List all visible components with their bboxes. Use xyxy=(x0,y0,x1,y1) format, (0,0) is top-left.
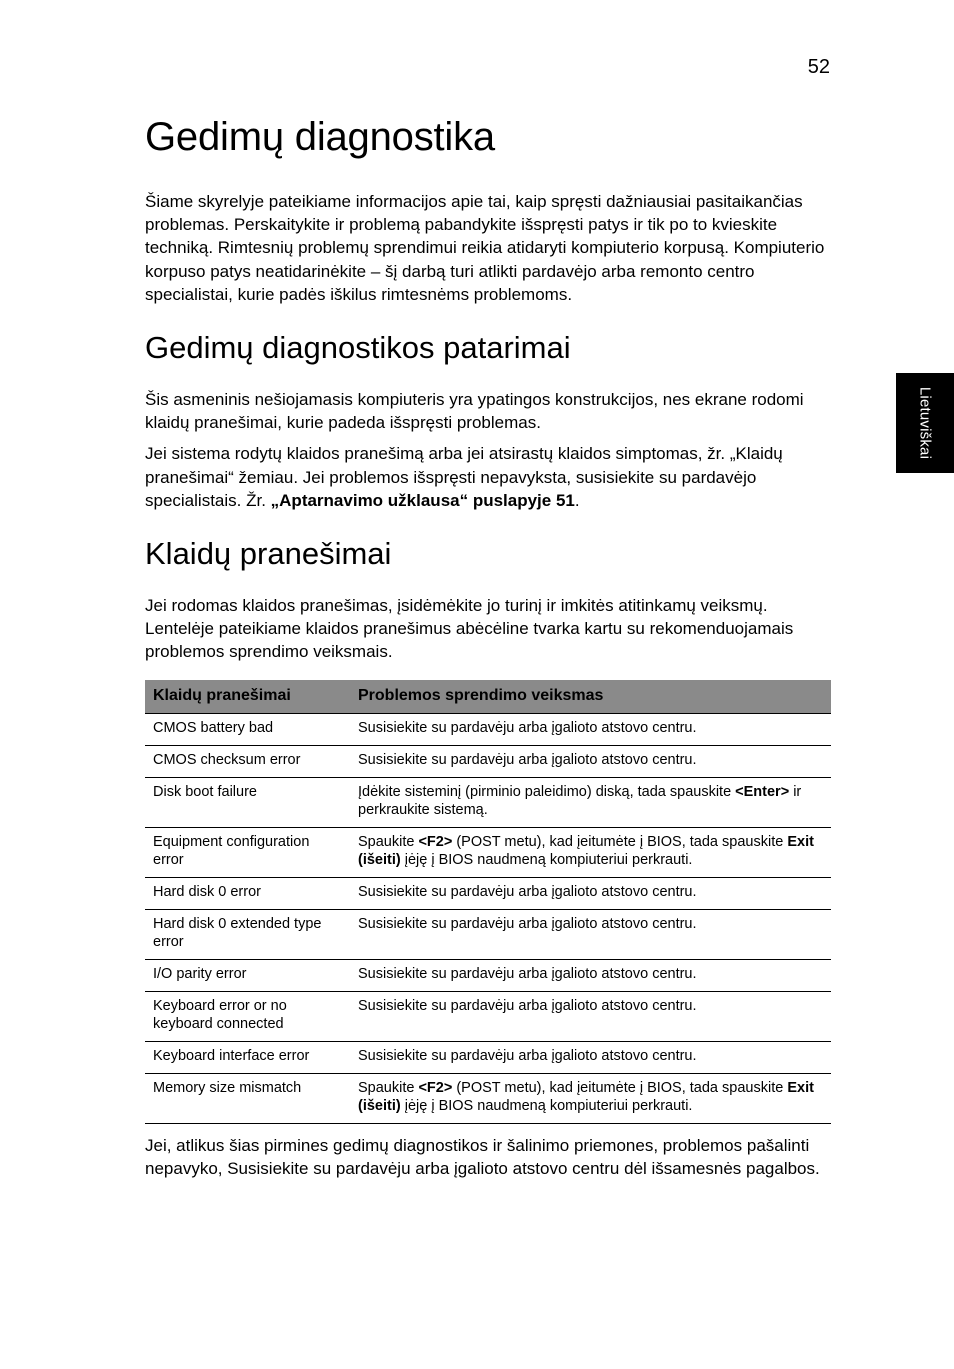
intro-paragraph: Šiame skyrelyje pateikiame informacijos apie tai, kaip spręsti dažniausiai pasitaikančias problemas. Perskaitykite ir problemą pabandykite išspręsti patys ir tik po to kvieskite techniką. Rimtesnių problemų sprendimui reikia atidaryti kompiuterio korpusą. Kompiuterio korpuso patys neatidarinėkite – šį darbą turi atlikti pardavėjo arba remonto centro specialistai, kurie padės iškilus rimtesnėms problemoms. xyxy=(145,192,825,304)
action-cell: Susisiekite su pardavėju arba įgalioto atstovo centru. xyxy=(350,1041,831,1073)
key-label: <F2> xyxy=(418,1079,453,1096)
error-cell: CMOS battery bad xyxy=(145,713,350,745)
page-content xyxy=(145,112,831,1188)
action-text: Spaukite xyxy=(358,833,419,850)
closing-paragraph: Jei, atlikus šias pirmines gedimų diagnostikos ir šalinimo priemones, problemos pašalinti nepavyko, Susisiekite su pardavėju arba įgalioto atstovo centru dėl išsamesnės pagalbos. xyxy=(145,1135,820,1178)
error-cell: CMOS checksum error xyxy=(145,745,350,777)
table-row xyxy=(145,1073,831,1123)
error-cell: Hard disk 0 extended type error xyxy=(145,909,350,959)
action-cell xyxy=(350,777,831,827)
error-cell: Keyboard error or no keyboard connected xyxy=(145,991,350,1041)
table-row xyxy=(145,1041,831,1073)
error-cell: I/O parity error xyxy=(145,959,350,991)
table-row xyxy=(145,777,831,827)
table-header-error: Klaidų pranešimai xyxy=(145,680,350,714)
action-text: įėję į BIOS naudmeną kompiuteriui perkrauti. xyxy=(400,1097,693,1114)
menu-label: Exit (išeiti) xyxy=(358,1079,814,1114)
error-messages-paragraph: Jei rodomas klaidos pranešimas, įsidėmėkite jo turinį ir imkitės atitinkamų veiksmų. Lentelėje pateikiame klaidos pranešimus abėcėline tvarka kartu su rekomenduojamais problemos sprendimo veiksmais. xyxy=(145,596,794,662)
action-cell: Susisiekite su pardavėju arba įgalioto atstovo centru. xyxy=(350,713,831,745)
page-title: Gedimų diagnostika xyxy=(145,115,495,159)
action-cell: Susisiekite su pardavėju arba įgalioto atstovo centru. xyxy=(350,909,831,959)
table-row xyxy=(145,877,831,909)
table-row xyxy=(145,827,831,877)
error-cell: Keyboard interface error xyxy=(145,1041,350,1073)
error-cell: Hard disk 0 error xyxy=(145,877,350,909)
action-cell: Susisiekite su pardavėju arba įgalioto atstovo centru. xyxy=(350,745,831,777)
section-heading-error-messages: Klaidų pranešimai xyxy=(145,536,392,572)
tips-paragraph-2 xyxy=(145,442,831,512)
key-label: <F2> xyxy=(418,833,453,850)
action-text: įėję į BIOS naudmeną kompiuteriui perkrauti. xyxy=(400,851,693,868)
menu-label: Exit (išeiti) xyxy=(358,833,814,868)
action-text: (POST metu), kad įeitumėte į BIOS, tada spauskite xyxy=(452,833,788,850)
table-row xyxy=(145,713,831,745)
action-text: Spaukite xyxy=(358,1079,419,1096)
action-text: Įdėkite sisteminį (pirminio paleidimo) diską, tada spauskite xyxy=(358,783,736,800)
table-header-row xyxy=(145,680,831,714)
page-number: 52 xyxy=(807,56,830,78)
error-cell: Memory size mismatch xyxy=(145,1073,350,1123)
tips-paragraph-1: Šis asmeninis nešiojamasis kompiuteris yra ypatingos konstrukcijos, nes ekrane rodomi klaidų pranešimai, kurie padeda išspręsti problemas. xyxy=(145,390,804,433)
tips-paragraph-2-text: Jei sistema rodytų klaidos pranešimą arba jei atsirastų klaidos simptomas, žr. „Klaidų pranešimai“ žemiau. Jei problemos išspręsti nepavyksta, susisiekite su pardavėjo specialistais. Žr. xyxy=(145,444,783,510)
table-header-action: Problemos sprendimo veiksmas xyxy=(350,680,831,714)
error-cell: Equipment configuration error xyxy=(145,827,350,877)
key-label: <Enter> xyxy=(735,783,790,800)
action-text: (POST metu), kad įeitumėte į BIOS, tada spauskite xyxy=(452,1079,788,1096)
table-row xyxy=(145,909,831,959)
action-cell: Susisiekite su pardavėju arba įgalioto atstovo centru. xyxy=(350,877,831,909)
table-row xyxy=(145,959,831,991)
table-row xyxy=(145,745,831,777)
action-text: ir perkraukite sistemą. xyxy=(358,783,802,818)
action-cell: Susisiekite su pardavėju arba įgalioto atstovo centru. xyxy=(350,959,831,991)
error-cell: Disk boot failure xyxy=(145,777,350,827)
language-side-tab-label: Lietuviškai xyxy=(916,386,934,460)
service-request-reference: „Aptarnavimo užklausa“ puslapyje 51 xyxy=(270,490,575,510)
language-side-tab xyxy=(896,373,954,473)
section-heading-tips: Gedimų diagnostikos patarimai xyxy=(145,330,571,366)
tips-paragraph-2-end: . xyxy=(574,490,580,510)
action-cell: Susisiekite su pardavėju arba įgalioto atstovo centru. xyxy=(350,991,831,1041)
action-cell xyxy=(350,1073,831,1123)
error-messages-table xyxy=(145,680,831,1124)
action-cell xyxy=(350,827,831,877)
table-row xyxy=(145,991,831,1041)
